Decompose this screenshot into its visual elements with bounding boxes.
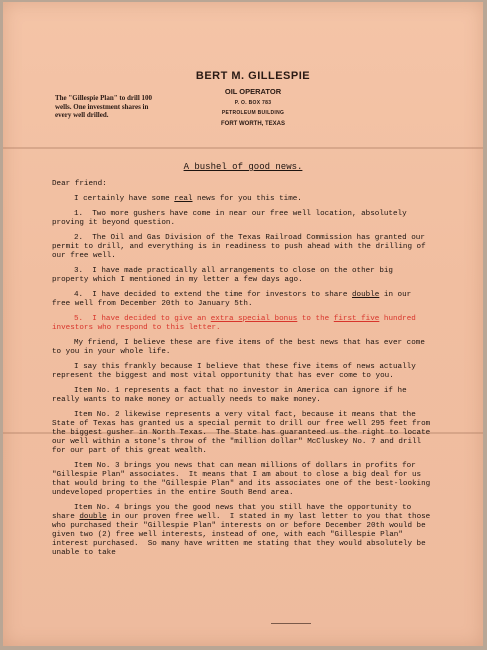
paragraph-best-news: My friend, I believe these are five items of the best news that has ever come to you in your whole life. [52, 339, 430, 356]
paragraph-item-4: Item No. 4 brings you the good news that you still have the opportunity to share double in our proven free well. I stated in my last letter to you that those who purchased their "Gillespie Plan" interests on or before December 20th would be given two (2) free well interests, instead of one, with each "Gillespie Plan" interest purchased. So many have written me stating that they would absolutely be unable to take [52, 504, 435, 557]
salutation: Dear friend: [52, 180, 107, 188]
letter-headline [3, 162, 483, 172]
sender-title: OIL OPERATOR [224, 87, 282, 96]
paragraph-item-3: Item No. 3 brings you news that can mean millions of dollars in profits for "Gillespie Plan" associates. It means that I am about to close a big deal for us that would bring to the "Gillespie Plan" and its associates one of the best-looking undeveloped properties in the entire South Bend area. [52, 462, 435, 497]
po-box: P. O. BOX 783 [234, 100, 272, 106]
news-item-5: 5. I have decided to give an extra special bonus to the first five hundred investors who respond to this letter. [52, 315, 421, 332]
paragraph-opportunity: I say this frankly because I believe that these five items of news actually represent the biggest and most vital opportunity that has ever come to you. [52, 363, 421, 380]
paragraph-item-2: Item No. 2 likewise represents a very vital fact, because it means that the State of Texas has granted us a special permit to drill our free well 295 feet from the biggest gusher in North Texas. The State has guaranteed us the right to locate our well within a stone's throw of the "million dollar" McCluskey No. 7 and drill for our part of this great wealth. [52, 411, 435, 455]
continuation-rule [271, 623, 311, 624]
gillespie-plan-sidenote: The "Gillespie Plan" to drill 100 wells. One investment shares in every well drilled. [55, 94, 153, 120]
headline-text: A bushel of good news. [183, 162, 303, 172]
news-item-3: 3. I have made practically all arrangements to close on the other big property which I mentioned in my letter a few days ago. [52, 267, 398, 284]
letterhead [153, 70, 353, 127]
letter-body [52, 180, 435, 564]
letter-page [3, 2, 483, 646]
building: PETROLEUM BUILDING [221, 110, 285, 116]
city: FORT WORTH, TEXAS [221, 121, 285, 127]
intro-paragraph: I certainly have some real news for you this time. [74, 195, 302, 203]
news-item-4: 4. I have decided to extend the time for investors to share double in our free well from December 20th to January 5th. [52, 291, 416, 308]
news-item-2: 2. The Oil and Gas Division of the Texas Railroad Commission has granted our permit to drill, and everything is in readiness to push ahead with the drilling of our free well. [52, 234, 431, 260]
sender-name: BERT M. GILLESPIE [195, 70, 311, 82]
paper-fold [3, 147, 483, 149]
news-item-1: 1. Two more gushers have come in near our free well location, absolutely proving it beyond question. [52, 210, 412, 227]
paragraph-item-1: Item No. 1 represents a fact that no investor in America can ignore if he really wants to make money or actually needs to make money. [52, 387, 412, 404]
